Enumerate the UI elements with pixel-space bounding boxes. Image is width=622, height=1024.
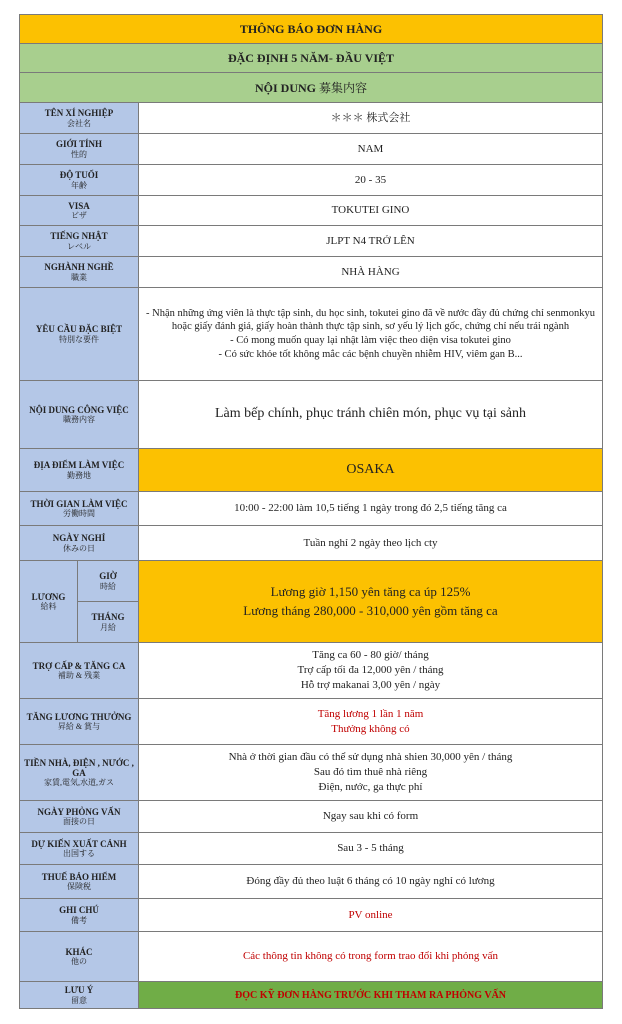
requirements-label: YÊU CẦU ĐẶC BIỆT 特別な要件: [20, 288, 139, 381]
location-value: OSAKA: [139, 449, 603, 492]
japanese-label: TIẾNG NHẬT レベル: [20, 226, 139, 257]
visa-label: VISA ビザ: [20, 196, 139, 226]
raise-label: TĂNG LƯƠNG THƯỞNG 昇給 & 賞与: [20, 699, 139, 745]
remarks-label: GHI CHÚ 備考: [20, 899, 139, 932]
raise-line: Thưởng không có: [331, 722, 410, 735]
requirements-value: [139, 288, 603, 381]
allowance-value: [139, 643, 603, 699]
age-label: ĐỘ TUỔI 年齢: [20, 165, 139, 196]
requirement-line: - Nhận những ứng viên là thực tập sinh, du học sinh, tokutei gino đã về nước đầy đủ chứng chỉ senmonkyu hoặc giấy đánh giá, giấy hoàn thành thực tập sinh, sơ yếu lý lịch gốc, chứng chỉ nếu trái ngành: [146, 307, 595, 333]
raise-value: [139, 699, 603, 745]
housing-line: Điện, nước, ga thực phí: [318, 780, 423, 793]
notice-label: LƯU Ý 留意: [20, 982, 139, 1009]
gender-label: GIỚI TÍNH 性的: [20, 134, 139, 165]
job-value: Làm bếp chính, phục tránh chiên món, phục vụ tại sảnh: [139, 381, 603, 449]
salary-hourly-label: GIỜ 時給: [78, 561, 139, 602]
interview-value: Ngay sau khi có form: [139, 801, 603, 833]
interview-label: NGÀY PHỎNG VẤN 面接の日: [20, 801, 139, 833]
raise-line: Tăng lương 1 lần 1 năm: [317, 707, 424, 720]
housing-value: [139, 745, 603, 801]
visa-value: TOKUTEI GINO: [139, 196, 603, 226]
allowance-line: Tăng ca 60 - 80 giờ/ tháng: [312, 649, 429, 662]
other-label: KHÁC 他の: [20, 932, 139, 982]
section-title-vn: NỘI DUNG: [254, 81, 316, 95]
remarks-value: PV online: [139, 899, 603, 932]
requirement-line: - Có sức khỏe tốt không mắc các bệnh chuyền nhiễm HIV, viêm gan B...: [218, 348, 523, 360]
title-banner: [20, 15, 603, 44]
industry-label: NGHÀNH NGHỀ 職業: [20, 257, 139, 288]
requirement-line: - Có mong muốn quay lại nhật làm việc theo diện visa tokutei gino: [230, 335, 511, 346]
industry-value: NHÀ HÀNG: [139, 257, 603, 288]
salary-monthly-value: Lương tháng 280,000 - 310,000 yên gồm tăng ca: [243, 602, 498, 618]
salary-hourly-value: Lương giờ 1,150 yên tăng ca úp 125%: [270, 584, 471, 600]
allowance-line: Trợ cấp tối đa 12,000 yên / tháng: [297, 664, 444, 677]
holiday-label: NGÀY NGHỈ 休みの日: [20, 526, 139, 561]
departure-label: DỰ KIẾN XUẤT CẢNH 出国する: [20, 833, 139, 865]
housing-line: Nhà ở thời gian đầu có thể sử dụng nhà shien 30,000 yên / tháng: [228, 751, 513, 764]
other-value: Các thông tin không có trong form trao đổi khi phỏng vấn: [139, 932, 603, 982]
age-value: 20 - 35: [139, 165, 603, 196]
insurance-value: Đóng đầy đủ theo luật 6 tháng có 10 ngày nghỉ có lương: [139, 865, 603, 899]
page-subtitle: ĐẶC ĐỊNH 5 NĂM- ĐẦU VIỆT: [227, 50, 395, 65]
salary-monthly-label: THÁNG 月給: [78, 602, 139, 643]
gender-value: NAM: [139, 134, 603, 165]
allowance-label: TRỢ CẤP & TĂNG CA 補助 & 残業: [20, 643, 139, 699]
hours-value: 10:00 - 22:00 làm 10,5 tiếng 1 ngày trong đó 2,5 tiếng tăng ca: [139, 492, 603, 526]
housing-line: Sau đó tìm thuê nhà riêng: [313, 766, 428, 779]
departure-value: Sau 3 - 5 tháng: [139, 833, 603, 865]
allowance-line: Hỗ trợ makanai 3,00 yên / ngày: [300, 678, 441, 691]
job-order-table: [19, 14, 603, 1009]
insurance-label: THUẾ BẢO HIỂM 保険税: [20, 865, 139, 899]
location-label: ĐỊA ĐIỂM LÀM VIỆC 勤務地: [20, 449, 139, 492]
page-title: THÔNG BÁO ĐƠN HÀNG: [239, 21, 383, 36]
subtitle-banner: [20, 44, 603, 73]
company-value: ＊＊＊ 株式会社: [139, 103, 603, 134]
notice-value: ĐỌC KỸ ĐƠN HÀNG TRƯỚC KHI THAM RA PHỎNG VẤN: [139, 982, 603, 1009]
japanese-value: JLPT N4 TRỞ LÊN: [139, 226, 603, 257]
section-banner: [20, 73, 603, 103]
salary-value: [139, 561, 603, 643]
hours-label: THỜI GIAN LÀM VIỆC 労働時間: [20, 492, 139, 526]
holiday-value: Tuần nghỉ 2 ngày theo lịch cty: [139, 526, 603, 561]
section-title-jp: 募集内容: [319, 81, 368, 95]
housing-label: TIỀN NHÀ, ĐIỆN , NƯỚC , GA 家賃,電気,水道,ガス: [20, 745, 139, 801]
salary-label: LƯƠNG 給料: [20, 561, 78, 643]
job-label: NỘI DUNG CÔNG VIỆC 職務内容: [20, 381, 139, 449]
company-label: TÊN XÍ NGHIỆP 会社名: [20, 103, 139, 134]
